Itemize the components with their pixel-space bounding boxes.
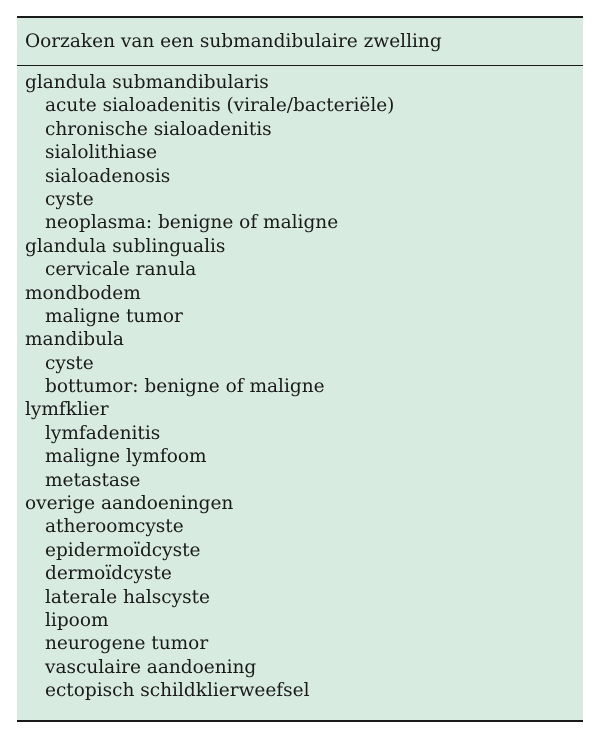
list-category: overige aandoeningen [25, 493, 234, 515]
list-subitem: neurogene tumor [45, 633, 209, 655]
header-divider [17, 65, 583, 66]
list-subitem: dermoïdcyste [45, 563, 172, 585]
list-subitem: cyste [45, 352, 94, 374]
list-subitem: laterale halscyste [45, 586, 210, 608]
list-subitem: chronische sialoadenitis [45, 118, 272, 140]
list-subitem: maligne lymfoom [45, 446, 207, 468]
list-category: lymfklier [25, 399, 109, 421]
table-title: Oorzaken van een submandibulaire zwelling [25, 31, 442, 52]
list-subitem: lipoom [45, 609, 109, 631]
list-category: glandula submandibularis [25, 72, 269, 93]
list-subitem: cyste [45, 188, 94, 210]
list-category: mondbodem [25, 282, 141, 304]
list-subitem: sialoadenosis [45, 165, 171, 187]
list-subitem: lymfadenitis [45, 422, 161, 444]
list-subitem: sialolithiase [45, 142, 158, 164]
list-subitem: acute sialoadenitis (virale/bacteriële) [45, 95, 395, 117]
list-subitem: epidermoïdcyste [45, 539, 201, 561]
list-subitem: neoplasma: benigne of maligne [45, 212, 339, 234]
causes-table [17, 16, 583, 722]
causes-list [25, 71, 394, 703]
list-subitem: atheroomcyste [45, 516, 184, 538]
list-subitem: metastase [45, 469, 141, 491]
list-subitem: maligne tumor [45, 305, 183, 327]
list-category: glandula sublingualis [25, 235, 226, 257]
list-subitem: bottumor: benigne of maligne [45, 376, 325, 398]
list-subitem: vasculaire aandoening [45, 656, 257, 678]
list-subitem: ectopisch schildklierweefsel [45, 680, 310, 702]
list-category: mandibula [25, 329, 124, 351]
list-subitem: cervicale ranula [45, 259, 197, 281]
